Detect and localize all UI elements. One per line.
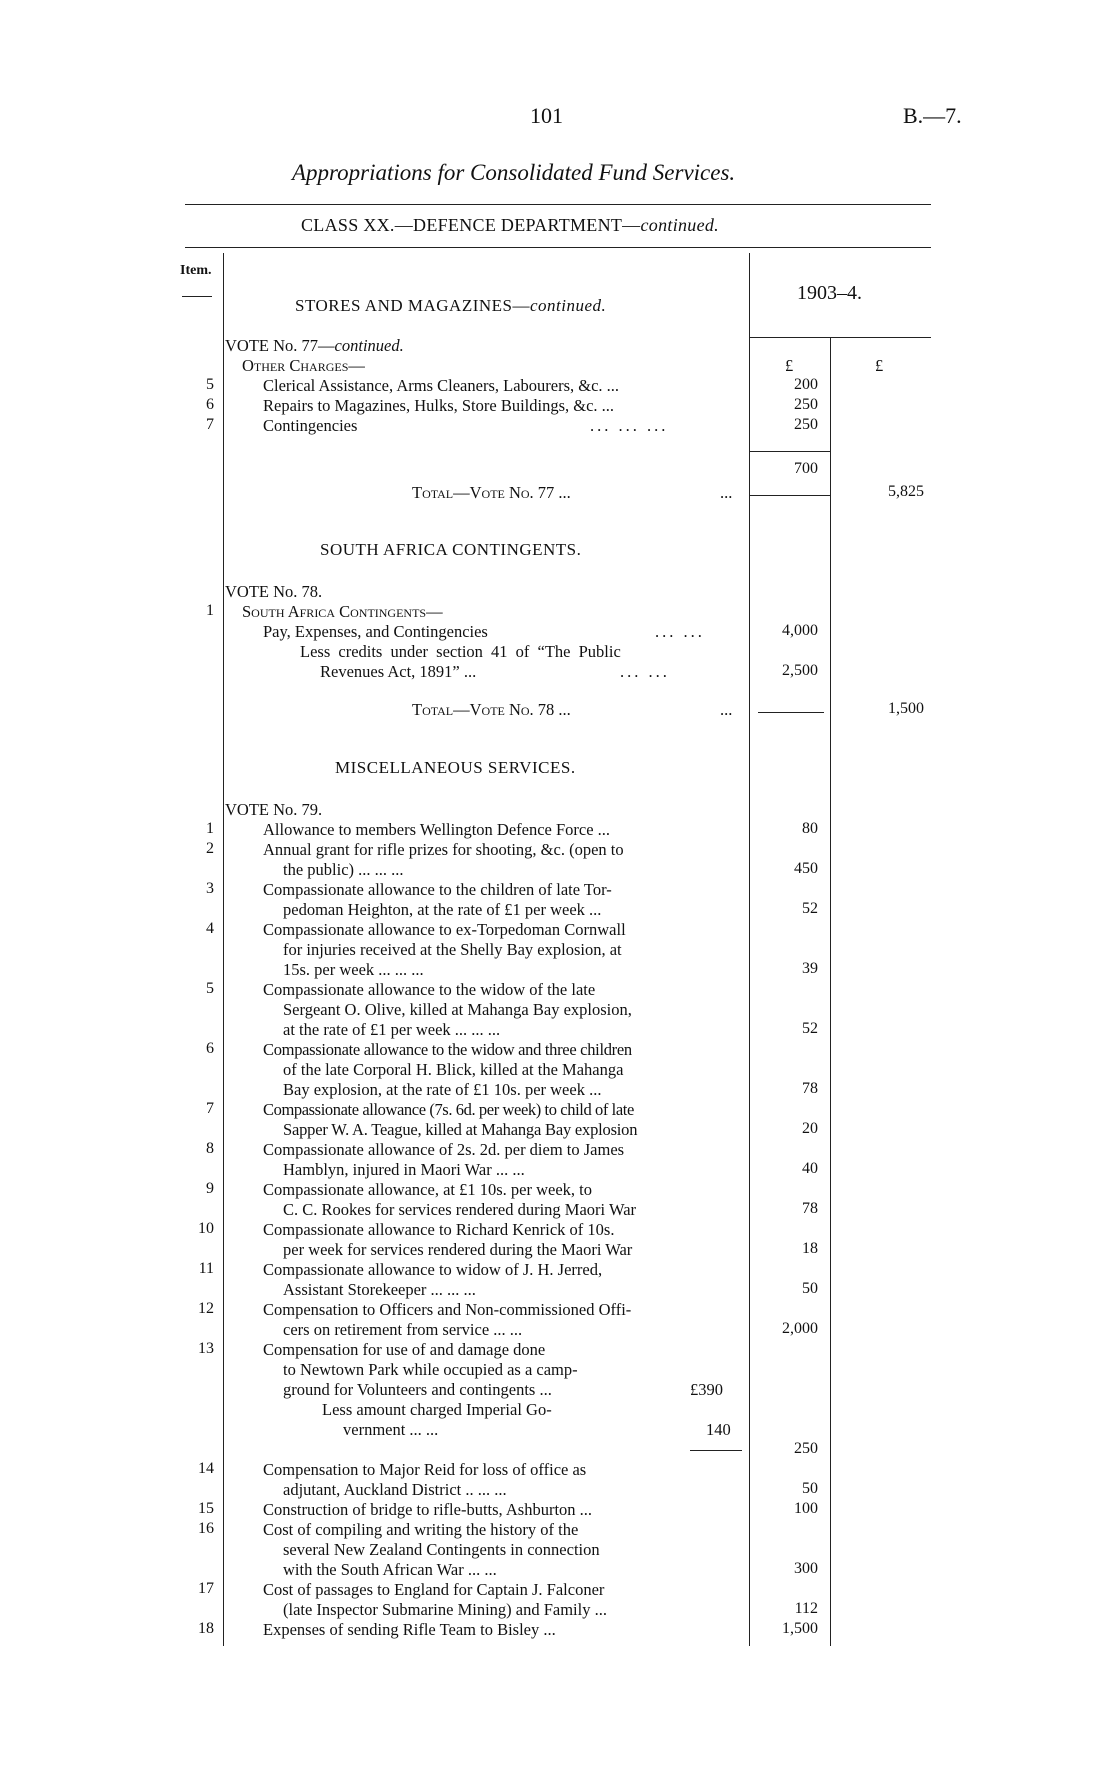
- line-item-text: Clerical Assistance, Arms Cleaners, Labourers, &c. ...: [263, 376, 620, 395]
- line-item-text: of the late Corporal H. Blick, killed at the Mahanga: [283, 1060, 624, 1079]
- line-item-text: Annual grant for rifle prizes for shooting, &c. (open to: [263, 840, 624, 859]
- item-header-rule: [182, 296, 212, 297]
- line-item-text: vernment ... ...: [343, 1420, 439, 1439]
- item-number: 6: [206, 1040, 214, 1057]
- line-item-amount: 2,000: [782, 1320, 818, 1337]
- line-item-text: Compassionate allowance to the children of late Tor-: [263, 880, 612, 899]
- line-item-text: Expenses of sending Rifle Team to Bisley ...: [263, 1620, 556, 1639]
- item-number: 2: [206, 840, 214, 857]
- line-item-amount: 1,500: [782, 1620, 818, 1637]
- line-item-amount: 20: [802, 1120, 818, 1137]
- line-item-text: Compassionate allowance to the widow and three children: [263, 1040, 632, 1059]
- line-item-text: Construction of bridge to rifle-butts, Ashburton ...: [263, 1500, 593, 1519]
- leader-dots: ... ...: [620, 662, 670, 681]
- item-column-header: Item.: [180, 263, 212, 278]
- item-number: 16: [198, 1520, 214, 1537]
- line-item-text: per week for services rendered during the Maori War: [283, 1240, 633, 1259]
- line-item-amount: 50: [802, 1280, 818, 1297]
- other-charges-heading: Other Charges—: [242, 356, 365, 375]
- item-number: 3: [206, 880, 214, 897]
- line-item-amount: 4,000: [782, 622, 818, 639]
- vote-79-heading: VOTE No. 79.: [225, 800, 323, 819]
- leader-dots: ...: [720, 700, 733, 719]
- line-item-amount: 250: [794, 396, 818, 413]
- line-item-amount: 300: [794, 1560, 818, 1577]
- line-item-text: Contingencies: [263, 416, 358, 435]
- item-number: 7: [206, 1100, 214, 1117]
- line-item-text: Compensation to Major Reid for loss of office as: [263, 1460, 587, 1479]
- class-title: CLASS XX.—DEFENCE DEPARTMENT—continued.: [301, 215, 719, 235]
- line-item-text: Compassionate allowance (7s. 6d. per week) to child of late: [263, 1100, 634, 1119]
- line-item-text: Compensation for use of and damage done: [263, 1340, 546, 1359]
- stores-subtotal: 700: [794, 460, 818, 477]
- line-item-text: Repairs to Magazines, Hulks, Store Buildings, &c. ...: [263, 396, 615, 415]
- line-item-amount: 18: [802, 1240, 818, 1257]
- line-item-text: ground for Volunteers and contingents ...: [283, 1380, 552, 1399]
- vote-77-heading: VOTE No. 77—continued.: [225, 336, 404, 355]
- subtotal-rule: [749, 451, 830, 452]
- line-item-amount: 52: [802, 1020, 818, 1037]
- item-number: 9: [206, 1180, 214, 1197]
- pound-sign-amount: £: [785, 356, 794, 375]
- class-rule: [185, 247, 931, 248]
- line-item-amount: 78: [802, 1200, 818, 1217]
- inner-amount: £390: [690, 1380, 723, 1399]
- line-item-text: Compassionate allowance to ex-Torpedoman Cornwall: [263, 920, 626, 939]
- line-item-text: adjutant, Auckland District .. ... ...: [283, 1480, 507, 1499]
- line-item-text: pedoman Heighton, at the rate of £1 per week ...: [283, 900, 602, 919]
- line-item-text: Revenues Act, 1891” ...: [320, 662, 477, 681]
- line-item-amount: 250: [794, 1440, 818, 1457]
- item-number: 14: [198, 1460, 214, 1477]
- line-item-text: Compassionate allowance to widow of J. H. Jerred,: [263, 1260, 603, 1279]
- line-item-text: Less amount charged Imperial Go-: [322, 1400, 552, 1419]
- year-column-header: 1903–4.: [797, 282, 862, 304]
- page-number: 101: [530, 103, 563, 128]
- total-rule: [758, 712, 824, 713]
- item-number: 11: [198, 1260, 214, 1277]
- item-number: 18: [198, 1620, 214, 1637]
- line-item-amount: 52: [802, 900, 818, 917]
- line-item-text: cers on retirement from service ... ...: [283, 1320, 523, 1339]
- line-item-text: at the rate of £1 per week ... ... ...: [283, 1020, 501, 1039]
- vote-78-total-label: Total—Vote No. 78 ...: [412, 700, 571, 719]
- year-header-rule: [749, 337, 931, 338]
- line-item-amount: 200: [794, 376, 818, 393]
- line-item-amount: 112: [794, 1600, 818, 1617]
- vote-77-total-label: Total—Vote No. 77 ...: [412, 483, 571, 502]
- stores-section-title: STORES AND MAGAZINES—continued.: [295, 296, 607, 315]
- line-item-amount: 50: [802, 1480, 818, 1497]
- item-number: 7: [206, 416, 214, 433]
- line-item-text: Pay, Expenses, and Contingencies: [263, 622, 488, 641]
- line-item-amount: 450: [794, 860, 818, 877]
- line-item-text: Cost of compiling and writing the history of the: [263, 1520, 579, 1539]
- line-item-text: Sapper W. A. Teague, killed at Mahanga Bay explosion: [283, 1120, 638, 1139]
- title-rule: [185, 204, 931, 205]
- line-item-text: Cost of passages to England for Captain J. Falconer: [263, 1580, 605, 1599]
- leader-dots: ... ...: [655, 622, 705, 641]
- pound-sign-total: £: [875, 356, 884, 375]
- item-number: 12: [198, 1300, 214, 1317]
- total-column-divider: [830, 337, 831, 1646]
- line-item-text: to Newtown Park while occupied as a camp-: [283, 1360, 578, 1379]
- vote-77-total: 5,825: [888, 483, 924, 500]
- line-item-amount: 80: [802, 820, 818, 837]
- line-item-text: Bay explosion, at the rate of £1 10s. per week ...: [283, 1080, 602, 1099]
- total-rule: [749, 495, 830, 496]
- line-item-text: Hamblyn, injured in Maori War ... ...: [283, 1160, 525, 1179]
- item-number: 10: [198, 1220, 214, 1237]
- item-number: 5: [206, 980, 214, 997]
- inner-subtotal-rule: [690, 1450, 742, 1451]
- line-item-text: Assistant Storekeeper ... ... ...: [283, 1280, 476, 1299]
- line-item-text: the public) ... ... ...: [283, 860, 404, 879]
- line-item-text: Compensation to Officers and Non-commissioned Offi-: [263, 1300, 632, 1319]
- item-number: 1: [206, 820, 214, 837]
- item-number: 13: [198, 1340, 214, 1357]
- line-item-text: Compassionate allowance to the widow of the late: [263, 980, 596, 999]
- line-item-text: 15s. per week ... ... ...: [283, 960, 424, 979]
- page-title: Appropriations for Consolidated Fund Services.: [292, 160, 736, 185]
- line-item-amount: 39: [802, 960, 818, 977]
- line-item-text: Compassionate allowance of 2s. 2d. per diem to James: [263, 1140, 625, 1159]
- line-item-amount: 40: [802, 1160, 818, 1177]
- line-item-text: Compassionate allowance, at £1 10s. per week, to: [263, 1180, 592, 1199]
- item-column-divider: [223, 253, 224, 1646]
- item-number: 6: [206, 396, 214, 413]
- item-number: 4: [206, 920, 214, 937]
- line-item-text: (late Inspector Submarine Mining) and Family ...: [283, 1600, 607, 1619]
- line-item-text: several New Zealand Contingents in connection: [283, 1540, 600, 1559]
- item-number: 15: [198, 1500, 214, 1517]
- south-africa-section-title: SOUTH AFRICA CONTINGENTS.: [320, 540, 582, 559]
- inner-amount: 140: [706, 1420, 731, 1439]
- leader-dots: ...: [720, 483, 733, 502]
- leader-dots: ... ... ...: [590, 416, 669, 435]
- item-number: 1: [206, 602, 214, 619]
- document-code: B.—7.: [903, 103, 962, 128]
- line-item-text: Allowance to members Wellington Defence Force ...: [263, 820, 611, 839]
- line-item-text: with the South African War ... ...: [283, 1560, 497, 1579]
- line-item-text: Less credits under section 41 of “The Public: [300, 642, 621, 661]
- line-item-text: C. C. Rookes for services rendered during Maori War: [283, 1200, 637, 1219]
- line-item-amount: 250: [794, 416, 818, 433]
- line-item-text: Compassionate allowance to Richard Kenrick of 10s.: [263, 1220, 615, 1239]
- misc-section-title: MISCELLANEOUS SERVICES.: [335, 758, 576, 777]
- line-item-amount: 78: [802, 1080, 818, 1097]
- line-item-text: for injuries received at the Shelly Bay explosion, at: [283, 940, 622, 959]
- item-number: 5: [206, 376, 214, 393]
- line-item-amount: 100: [794, 1500, 818, 1517]
- item-number: 17: [198, 1580, 214, 1597]
- item-number: 8: [206, 1140, 214, 1157]
- amount-column-divider: [749, 253, 750, 1646]
- vote-78-heading: VOTE No. 78.: [225, 582, 323, 601]
- line-item-text: Sergeant O. Olive, killed at Mahanga Bay explosion,: [283, 1000, 632, 1019]
- south-africa-contingents-heading: South Africa Contingents—: [242, 602, 443, 621]
- line-item-amount: 2,500: [782, 662, 818, 679]
- vote-78-total: 1,500: [888, 700, 924, 717]
